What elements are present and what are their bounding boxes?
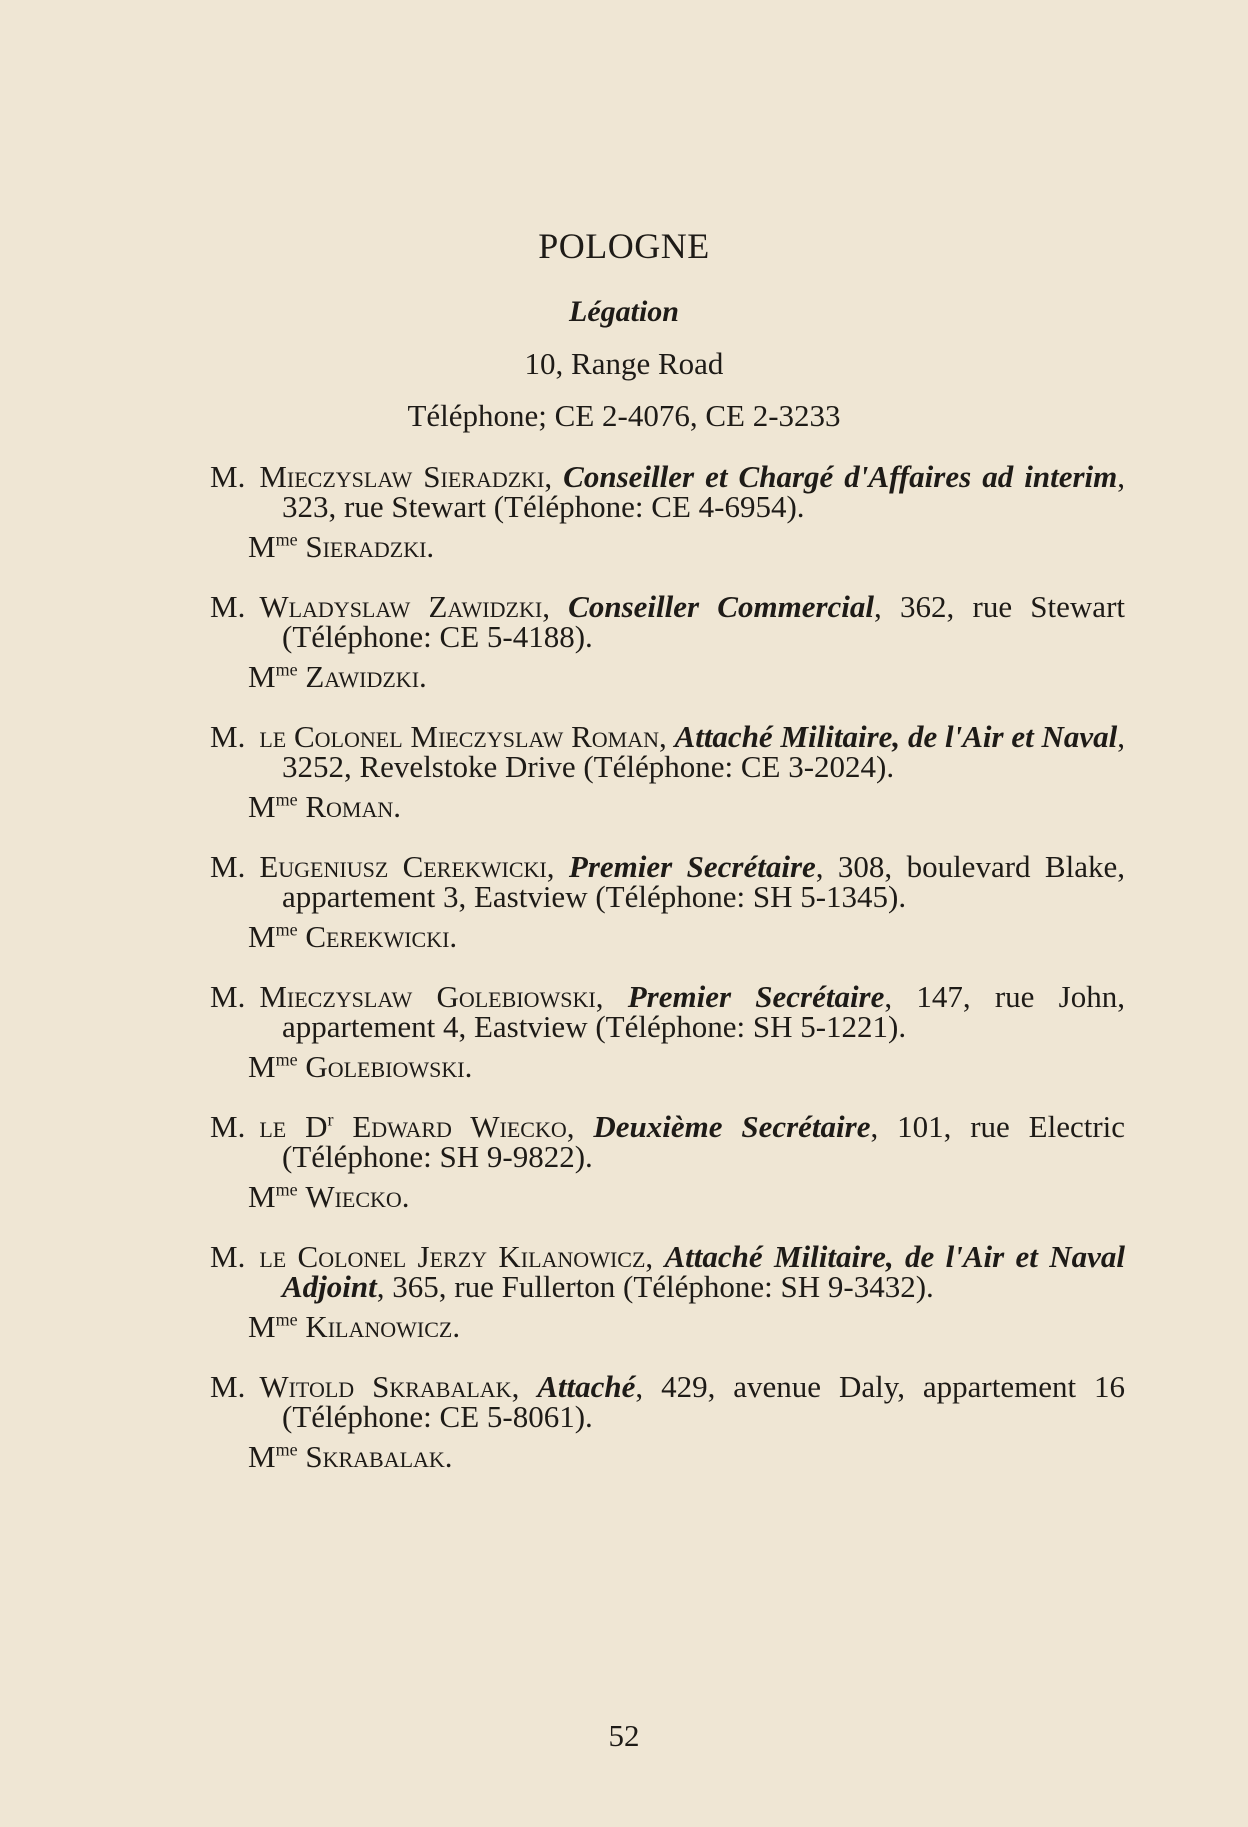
staff-role: Deuxième Secrétaire — [593, 1109, 871, 1144]
spouse-name: Cerekwicki. — [305, 919, 458, 954]
staff-entry-line: M. le Colonel Jerzy Kilanowicz, Attaché Militaire, de l'Air et Naval Adjoint, 365, rue Fullerton (Téléphone: SH 9-3432). — [210, 1239, 1125, 1304]
entry-prefix: M. — [210, 849, 246, 884]
spouse-name: Skrabalak. — [305, 1439, 453, 1474]
staff-role: Attaché Militaire, de l'Air et Naval — [674, 719, 1118, 754]
staff-role: Attaché Militaire, de l'Air et Naval Adjoint — [282, 1239, 1125, 1304]
staff-name: Mieczyslaw Roman — [410, 719, 659, 754]
spouse-prefix: M — [248, 1049, 276, 1084]
spouse-prefix: M — [248, 529, 276, 564]
page-title: POLOGNE — [538, 226, 710, 266]
staff-title-sup: r — [327, 1109, 334, 1130]
entry-prefix: M. — [210, 1369, 246, 1404]
staff-details: , 3252, Revelstoke Drive (Téléphone: CE 3-2024). — [282, 719, 1125, 784]
spouse-prefix-sup: me — [275, 789, 298, 810]
spouse-name: Zawidzki. — [305, 659, 427, 694]
staff-entry — [210, 459, 1126, 564]
entry-prefix: M. — [210, 1109, 246, 1144]
staff-entry — [210, 1109, 1126, 1214]
spouse-prefix: M — [248, 1309, 276, 1344]
staff-name: Witold Skrabalak — [259, 1369, 512, 1404]
staff-details: , 323, rue Stewart (Téléphone: CE 4-6954). — [282, 459, 1126, 524]
staff-name: Mieczyslaw Sieradzki — [259, 459, 545, 494]
entry-prefix: M. — [210, 589, 246, 624]
spouse-prefix-sup: me — [275, 529, 298, 550]
spouse-prefix-sup: me — [275, 659, 298, 680]
staff-entry — [210, 719, 1125, 824]
staff-list — [210, 459, 1126, 1502]
spouse-prefix: M — [248, 789, 276, 824]
entry-prefix: M. — [210, 719, 246, 754]
spouse-line — [210, 1179, 1125, 1214]
staff-entry-line: M. Witold Skrabalak, Attaché, 429, avenue Daly, appartement 16 (Téléphone: CE 5-8061). — [210, 1369, 1125, 1434]
staff-entry-line: M. Wladyslaw Zawidzki, Conseiller Commercial, 362, rue Stewart (Téléphone: CE 5-4188). — [210, 589, 1126, 654]
staff-title: le Colonel — [259, 1239, 407, 1274]
staff-name: Eugeniusz Cerekwicki — [259, 849, 547, 884]
spouse-prefix-sup: me — [275, 1179, 298, 1200]
spouse-prefix: M — [248, 919, 276, 954]
spouse-prefix-sup: me — [275, 1309, 298, 1330]
spouse-line — [210, 1309, 1125, 1344]
spouse-prefix-sup: me — [275, 1439, 298, 1460]
staff-entry-line: M. Eugeniusz Cerekwicki, Premier Secrétaire, 308, boulevard Blake, appartement 3, Eastview (Téléphone: SH 5-1345). — [210, 849, 1125, 914]
staff-entry — [210, 979, 1125, 1084]
staff-details: , 101, rue Electric (Téléphone: SH 9-9822). — [282, 1109, 1126, 1174]
staff-title: le Colonel — [259, 719, 403, 754]
legation-address: 10, Range Road — [524, 346, 724, 381]
staff-entry-line: M. le $D^r$ Edward Wiecko, Deuxième Secrétaire, 101, rue Electric (Téléphone: SH 9-9822). — [210, 1109, 1126, 1174]
spouse-line — [210, 659, 1125, 694]
staff-entry-line: M. Mieczyslaw Sieradzki, Conseiller et Chargé d'Affaires ad interim, 323, rue Stewart (Téléphone: CE 4-6954). — [210, 459, 1126, 524]
spouse-line — [210, 789, 1125, 824]
staff-details: , 308, boulevard Blake, appartement 3, Eastview (Téléphone: SH 5-1345). — [282, 849, 1125, 914]
staff-details: , 365, rue Fullerton (Téléphone: SH 9-3432). — [376, 1269, 934, 1304]
spouse-name: Wiecko. — [305, 1179, 410, 1214]
page-number: 52 — [608, 1718, 640, 1753]
staff-details: , 362, rue Stewart (Téléphone: CE 5-4188). — [282, 589, 1126, 654]
staff-entry — [210, 1369, 1125, 1474]
legation-heading: Légation — [569, 295, 679, 328]
staff-role: Attaché — [537, 1369, 636, 1404]
spouse-name: Kilanowicz. — [305, 1309, 461, 1344]
staff-name: Edward Wiecko — [352, 1109, 567, 1144]
spouse-prefix: M — [248, 1179, 276, 1214]
staff-entry-line: M. le Colonel Mieczyslaw Roman, Attaché Militaire, de l'Air et Naval, 3252, Revelstoke Drive (Téléphone: CE 3-2024). — [210, 719, 1125, 784]
staff-role: Premier Secrétaire — [568, 849, 816, 884]
staff-role: Conseiller et Chargé d'Affaires ad interim — [563, 459, 1118, 494]
spouse-prefix: M — [248, 1439, 276, 1474]
staff-name: Mieczyslaw Golebiowski — [259, 979, 596, 1014]
staff-entry-line: M. Mieczyslaw Golebiowski, Premier Secrétaire, 147, rue John, appartement 4, Eastview (Téléphone: SH 5-1221). — [210, 979, 1125, 1044]
legation-phone: Téléphone; CE 2-4076, CE 2-3233 — [407, 398, 841, 433]
staff-name: Wladyslaw Zawidzki — [259, 589, 543, 624]
spouse-name: Golebiowski. — [305, 1049, 473, 1084]
staff-name: Jerzy Kilanowicz — [417, 1239, 646, 1274]
spouse-prefix-sup: me — [275, 1049, 298, 1070]
spouse-prefix: M — [248, 659, 276, 694]
staff-role: Premier Secrétaire — [627, 979, 885, 1014]
staff-entry — [210, 589, 1126, 694]
staff-details: , 147, rue John, appartement 4, Eastview (Téléphone: SH 5-1221). — [282, 979, 1125, 1044]
staff-role: Conseiller Commercial — [568, 589, 875, 624]
staff-details: , 429, avenue Daly, appartement 16 (Téléphone: CE 5-8061). — [282, 1369, 1125, 1434]
entry-prefix: M. — [210, 459, 246, 494]
spouse-name: Roman. — [305, 789, 401, 824]
spouse-line — [210, 1439, 1125, 1474]
staff-title: le D — [259, 1109, 328, 1144]
entry-prefix: M. — [210, 979, 246, 1014]
spouse-name: Sieradzki. — [305, 529, 435, 564]
spouse-line — [210, 1049, 1125, 1084]
staff-entry — [210, 849, 1125, 954]
spouse-line — [210, 919, 1125, 954]
spouse-prefix-sup: me — [275, 919, 298, 940]
staff-entry — [210, 1239, 1125, 1344]
spouse-line — [210, 529, 1125, 564]
entry-prefix: M. — [210, 1239, 246, 1274]
